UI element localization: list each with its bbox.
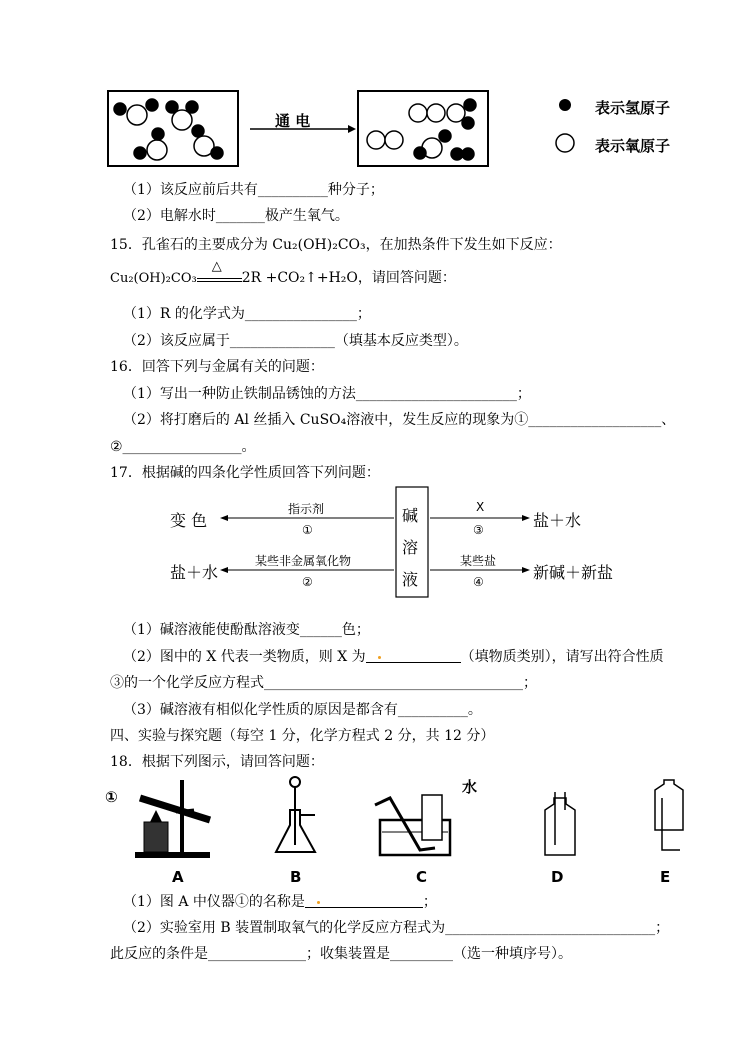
label-D: D — [551, 868, 564, 886]
q16-2-cont: ②_________________。 — [110, 439, 256, 455]
legend-oxygen: 表示氧原子 — [595, 137, 671, 155]
q17-2-cont: ③的一个化学反应方程式_____________________________________； — [110, 675, 537, 691]
q16-1: （1）写出一种防止铁制品锈蚀的方法_______________________； — [123, 386, 531, 402]
q18-1: （1）图 A 中仪器①的名称是 ； — [123, 894, 437, 910]
water-label: 水 — [462, 778, 478, 796]
equation-condition: △ — [197, 269, 242, 282]
arrow2-label: 某些非金属氧化物 — [255, 554, 352, 568]
q15-2: （2）该反应属于_______________（填基本反应类型）。 — [123, 333, 468, 349]
section-4-heading: 四、实验与探究题（每空 1 分，化学方程式 2 分，共 12 分） — [110, 728, 495, 744]
legend-hydrogen: 表示氢原子 — [595, 99, 671, 117]
arrow3-label: X — [476, 500, 485, 514]
q17-3: （3）碱溶液有相似化学性质的原因是都含有__________。 — [123, 702, 482, 718]
arrow4-num: ④ — [473, 575, 484, 589]
arrow1-num: ① — [302, 523, 313, 537]
left-top-result: 变 色 — [170, 511, 208, 530]
right-bottom-result: 新碱＋新盐 — [533, 563, 614, 582]
right-top-result: 盐＋水 — [533, 511, 582, 530]
q16-2: （2）将打磨后的 Al 丝插入 CuSO₄溶液中，发生反应的现象为①___________________、 — [123, 412, 676, 428]
q17: 17．根据碱的四条化学性质回答下列问题： — [110, 465, 380, 481]
q14-2: （2）电解水时_______极产生氧气。 — [123, 208, 349, 224]
center-char-1: 碱 — [402, 506, 419, 525]
q18-2: （2）实验室用 B 装置制取氧气的化学反应方程式为______________________________； — [123, 920, 670, 936]
base-properties-diagram — [160, 485, 630, 605]
apparatus-diagram — [100, 770, 700, 865]
q15-1: （1）R 的化学式为________________； — [123, 306, 371, 322]
equation-products: 2R +CO₂↑+H₂O，请回答问题： — [241, 270, 456, 286]
arrow2-num: ② — [302, 575, 313, 589]
q15: 15．孔雀石的主要成分为 Cu₂(OH)₂CO₃，在加热条件下发生如下反应： — [110, 237, 562, 253]
q14-1: （1）该反应前后共有__________种分子； — [123, 182, 384, 198]
q17-2: （2）图中的 X 代表一类物质，则 X 为 （填物质类别），请写出符合性质 — [123, 649, 664, 665]
arrow-label: 通 电 — [275, 112, 311, 130]
arrow3-num: ③ — [473, 523, 484, 537]
apparatus-marker: ① — [105, 788, 118, 806]
label-B: B — [290, 868, 302, 886]
left-bottom-result: 盐＋水 — [170, 563, 219, 582]
arrow4-label: 某些盐 — [460, 554, 497, 568]
label-E: E — [660, 868, 671, 886]
arrow1-label: 指示剂 — [288, 502, 325, 516]
q18-2-cont: 此反应的条件是______________；收集装置是_________（选一种填序号）。 — [110, 946, 572, 962]
equation-reactant: Cu₂(OH)₂CO₃ — [110, 271, 197, 286]
label-A: A — [172, 868, 184, 886]
q17-1: （1）碱溶液能使酚酞溶液变______色； — [123, 622, 370, 638]
q18: 18．根据下列图示，请回答问题： — [110, 754, 324, 770]
q15-equation — [110, 259, 456, 289]
center-char-3: 液 — [402, 570, 419, 589]
label-C: C — [416, 868, 428, 886]
center-char-2: 溶 — [402, 538, 419, 557]
q16: 16．回答下列与金属有关的问题： — [110, 359, 324, 375]
